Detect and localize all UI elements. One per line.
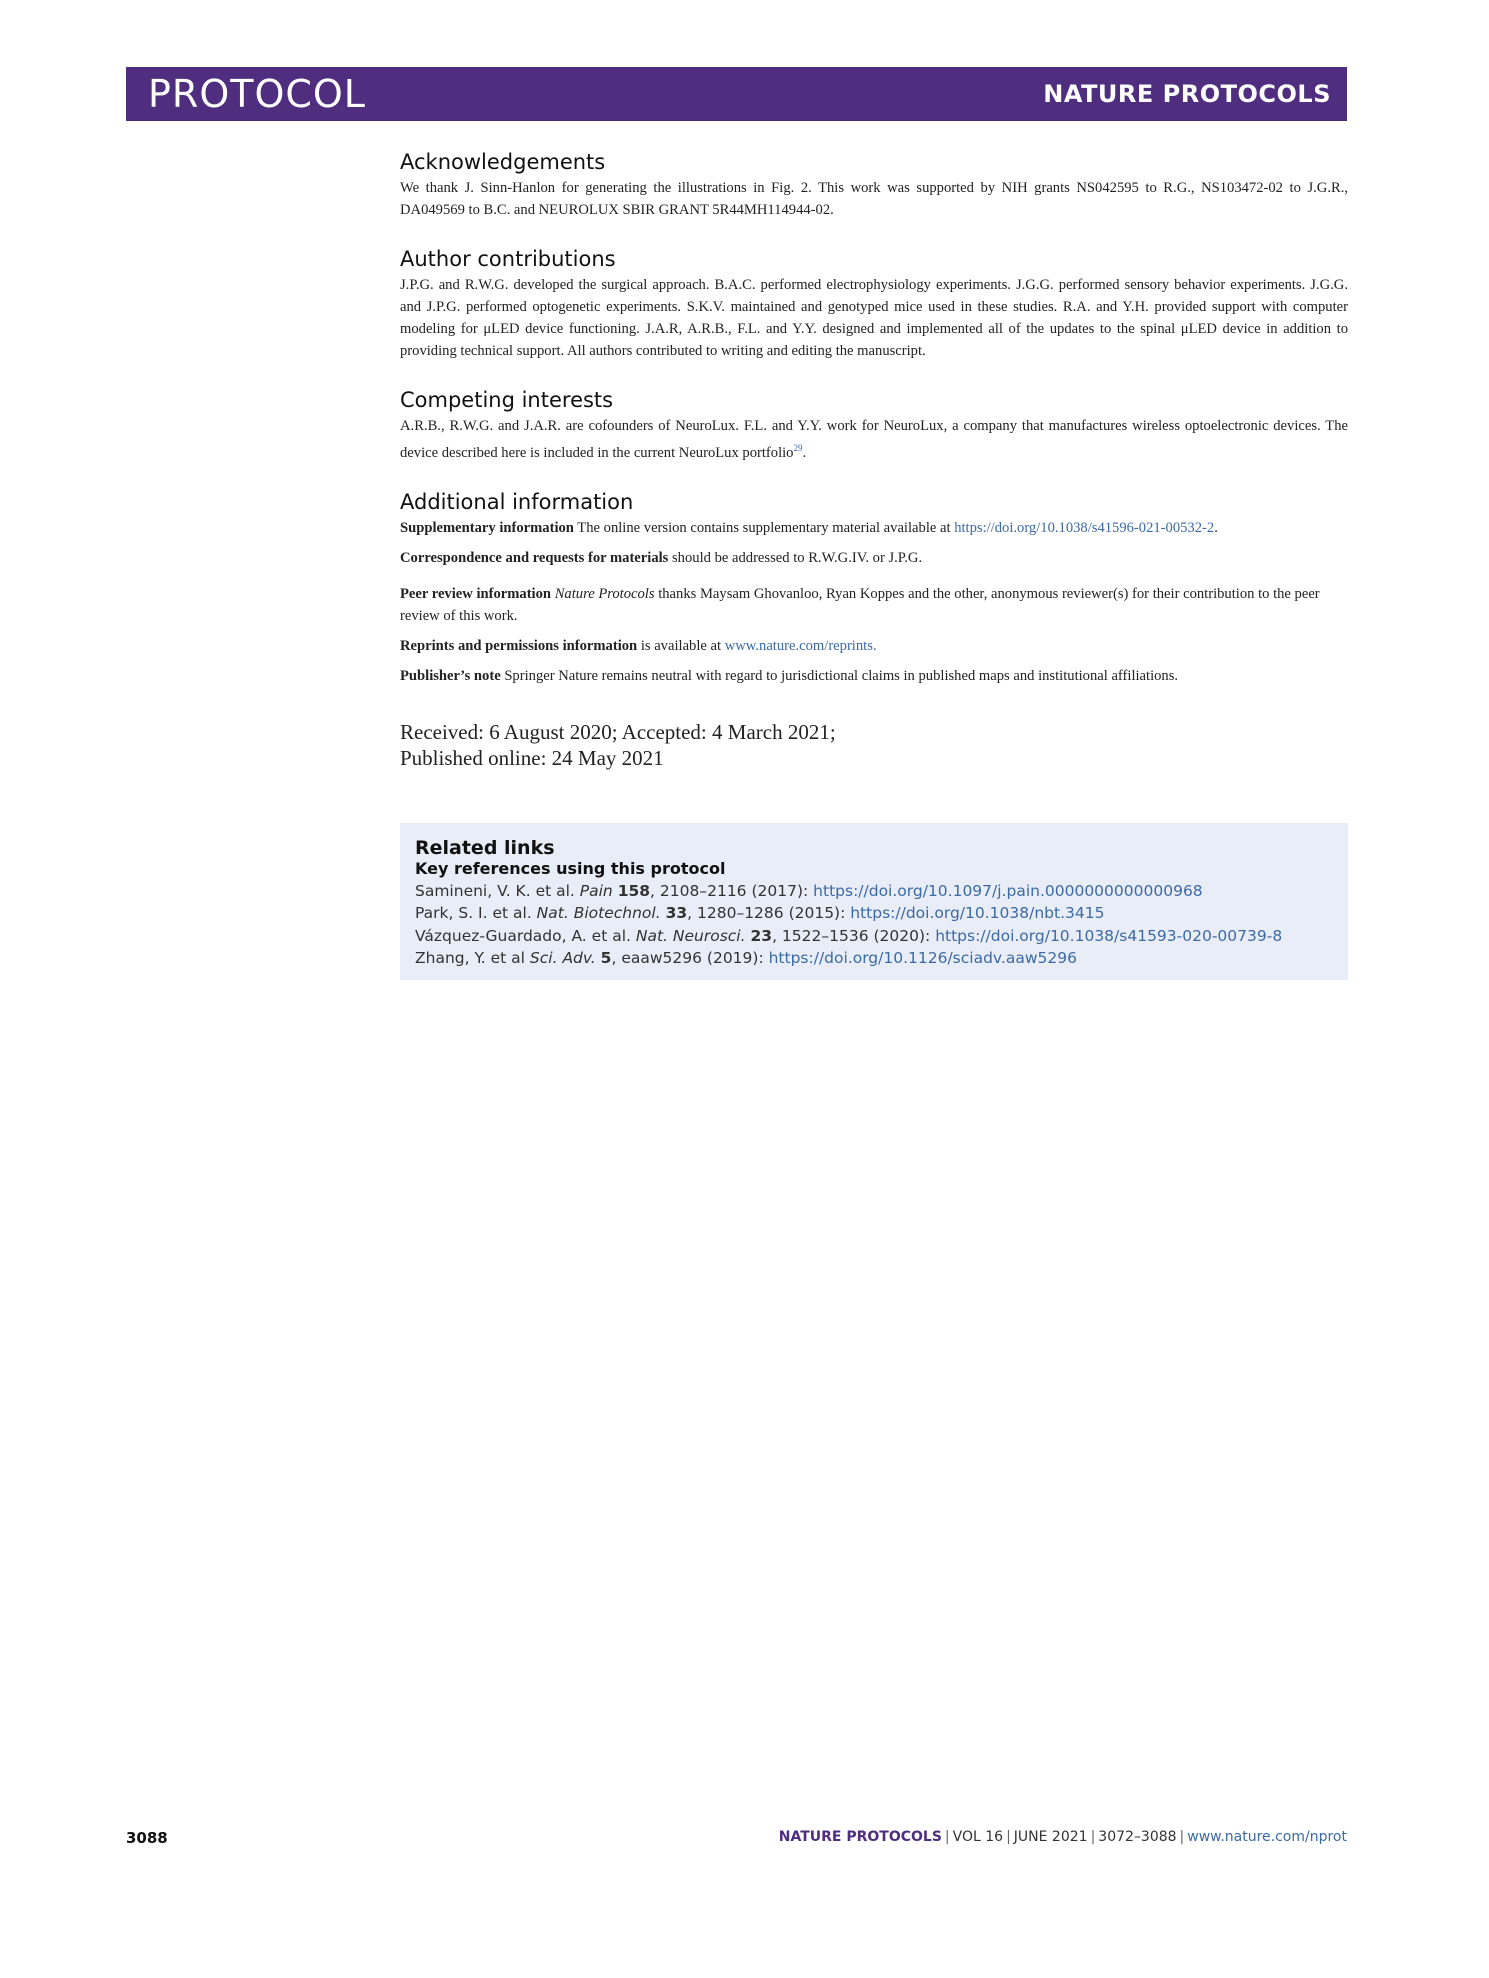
reference-authors: Park, S. I. et al. [415,904,537,923]
reference-journal: Sci. Adv. [529,949,596,968]
reference-link[interactable]: 29 [793,443,803,453]
reprints-label: Reprints and permissions information [400,637,638,654]
additional-information-heading: Additional information [400,489,634,514]
reference-authors: Zhang, Y. et al [415,949,530,968]
author-contributions-text: J.P.G. and R.W.G. developed the surgical approach. B.A.C. performed electrophysiology experiments. J.G.G. performed sensory behavior experiments. J.G.G. and J.P.G. performed optogenetic experiments. S.K.V. maintained and genotyped mice used in these studies. R.A. and Y.H. provided support with computer modeling for μLED device functioning. J.A.R, A.R.B., F.L. and Y.Y. designed and implemented all of the updates to the spinal μLED device in addition to providing technical support. All authors contributed to writing and editing the manuscript. [400,277,1348,359]
footer-separator: | [1090,1829,1096,1845]
reference-pages: , 1522–1536 (2020): [772,926,936,945]
reprints-text: is available at [637,637,725,654]
footer-journal-url[interactable]: www.nature.com/nprot [1187,1829,1347,1845]
publisher-note-text: Springer Nature remains neutral with regard to jurisdictional claims in published maps and institutional affiliations. [500,667,1179,684]
competing-interests-heading: Competing interests [400,388,614,412]
reference-doi-link[interactable]: https://doi.org/10.1038/nbt.3415 [850,904,1105,923]
footer-citation [779,1829,1347,1845]
page-footer [126,1829,1347,1849]
reference-item [415,925,1333,948]
correspondence-info [400,547,1348,569]
competing-interests-text [400,415,1348,464]
reprints-info [400,635,1348,657]
reference-authors: Samineni, V. K. et al. [415,881,580,900]
supplementary-info [400,517,1348,539]
footer-separator: | [944,1829,950,1845]
competing-interests-end: . [802,444,807,461]
footer-separator: | [1006,1829,1011,1845]
footer-date: JUNE 2021 [1013,1829,1088,1845]
reference-doi-link[interactable]: https://doi.org/10.1097/j.pain.0000000000000968 [813,881,1203,900]
journal-banner [126,67,1347,121]
footer-journal: NATURE PROTOCOLS [778,1829,942,1845]
reference-volume: 33 [665,904,688,923]
peer-review-info [400,583,1348,627]
reference-volume: 5 [600,949,612,968]
received-accepted-dates: Received: 6 August 2020; Accepted: 4 March 2021; [400,719,836,744]
acknowledgements-section [400,150,1348,221]
publisher-note-label: Publisher’s note [400,667,501,684]
footer-pages: 3072–3088 [1098,1829,1177,1845]
reference-journal: Pain [579,881,613,900]
reference-item [415,947,1333,970]
related-links-subheading: Key references using this protocol [415,858,726,878]
footer-separator: | [1179,1829,1185,1845]
reference-doi-link[interactable]: https://doi.org/10.1038/s41593-020-00739-8 [935,926,1283,945]
related-links-box [400,823,1348,980]
author-contributions-section [400,247,1348,362]
reference-volume: 23 [750,926,773,945]
reference-pages: , 1280–1286 (2015): [687,904,851,923]
related-links-heading: Related links [415,836,555,859]
reference-journal: Nat. Neurosci. [635,926,746,945]
peer-review-journal: Nature Protocols [554,585,655,602]
correspondence-text: should be addressed to R.W.G.IV. or J.P.G. [668,549,923,566]
reference-doi-link[interactable]: https://doi.org/10.1126/sciadv.aaw5296 [768,949,1077,968]
reference-volume: 158 [617,881,651,900]
reference-item [415,880,1333,903]
published-online-date: Published online: 24 May 2021 [400,745,664,770]
peer-review-label: Peer review information [400,585,552,602]
reprints-link[interactable]: www.nature.com/reprints. [724,637,877,654]
page-number: 3088 [126,1829,168,1847]
reference-item [415,902,1333,925]
reference-pages: , 2108–2116 (2017): [650,881,814,900]
publisher-note [400,665,1348,687]
supplementary-label: Supplementary information [400,519,574,536]
reference-authors: Vázquez-Guardado, A. et al. [415,926,636,945]
additional-information-section [400,490,1348,687]
acknowledgements-text: We thank J. Sinn-Hanlon for generating the illustrations in Fig. 2. This work was supported by NIH grants NS042595 to R.G., NS103472-02 to J.G.R., DA049569 to B.C. and NEUROLUX SBIR GRANT 5R44MH114944-02. [400,180,1348,218]
supplementary-text: The online version contains supplementary material available at [573,519,955,536]
reference-pages: , eaaw5296 (2019): [611,949,769,968]
competing-interests-body: A.R.B., R.W.G. and J.A.R. are cofounders of NeuroLux. F.L. and Y.Y. work for NeuroLux, a company that manufactures wireless optoelectronic devices. The device described here is included in the current NeuroLux portfolio [400,418,1348,461]
competing-interests-section [400,388,1348,464]
correspondence-label: Correspondence and requests for materials [400,549,669,566]
journal-name: NATURE PROTOCOLS [1043,80,1331,108]
acknowledgements-heading: Acknowledgements [400,150,606,174]
main-content [400,150,1348,980]
supplementary-end: . [1214,519,1218,536]
article-type: PROTOCOL [148,72,366,116]
supplementary-link[interactable]: https://doi.org/10.1038/s41596-021-00532-2 [954,519,1215,536]
peer-review-text: thanks Maysam Ghovanloo, Ryan Koppes and the other, anonymous reviewer(s) for their contribution to the peer review of this work. [400,585,1320,624]
reference-journal: Nat. Biotechnol. [536,904,661,923]
footer-volume: VOL 16 [952,1829,1004,1845]
publication-dates [400,719,1348,771]
author-contributions-heading: Author contributions [400,247,616,271]
